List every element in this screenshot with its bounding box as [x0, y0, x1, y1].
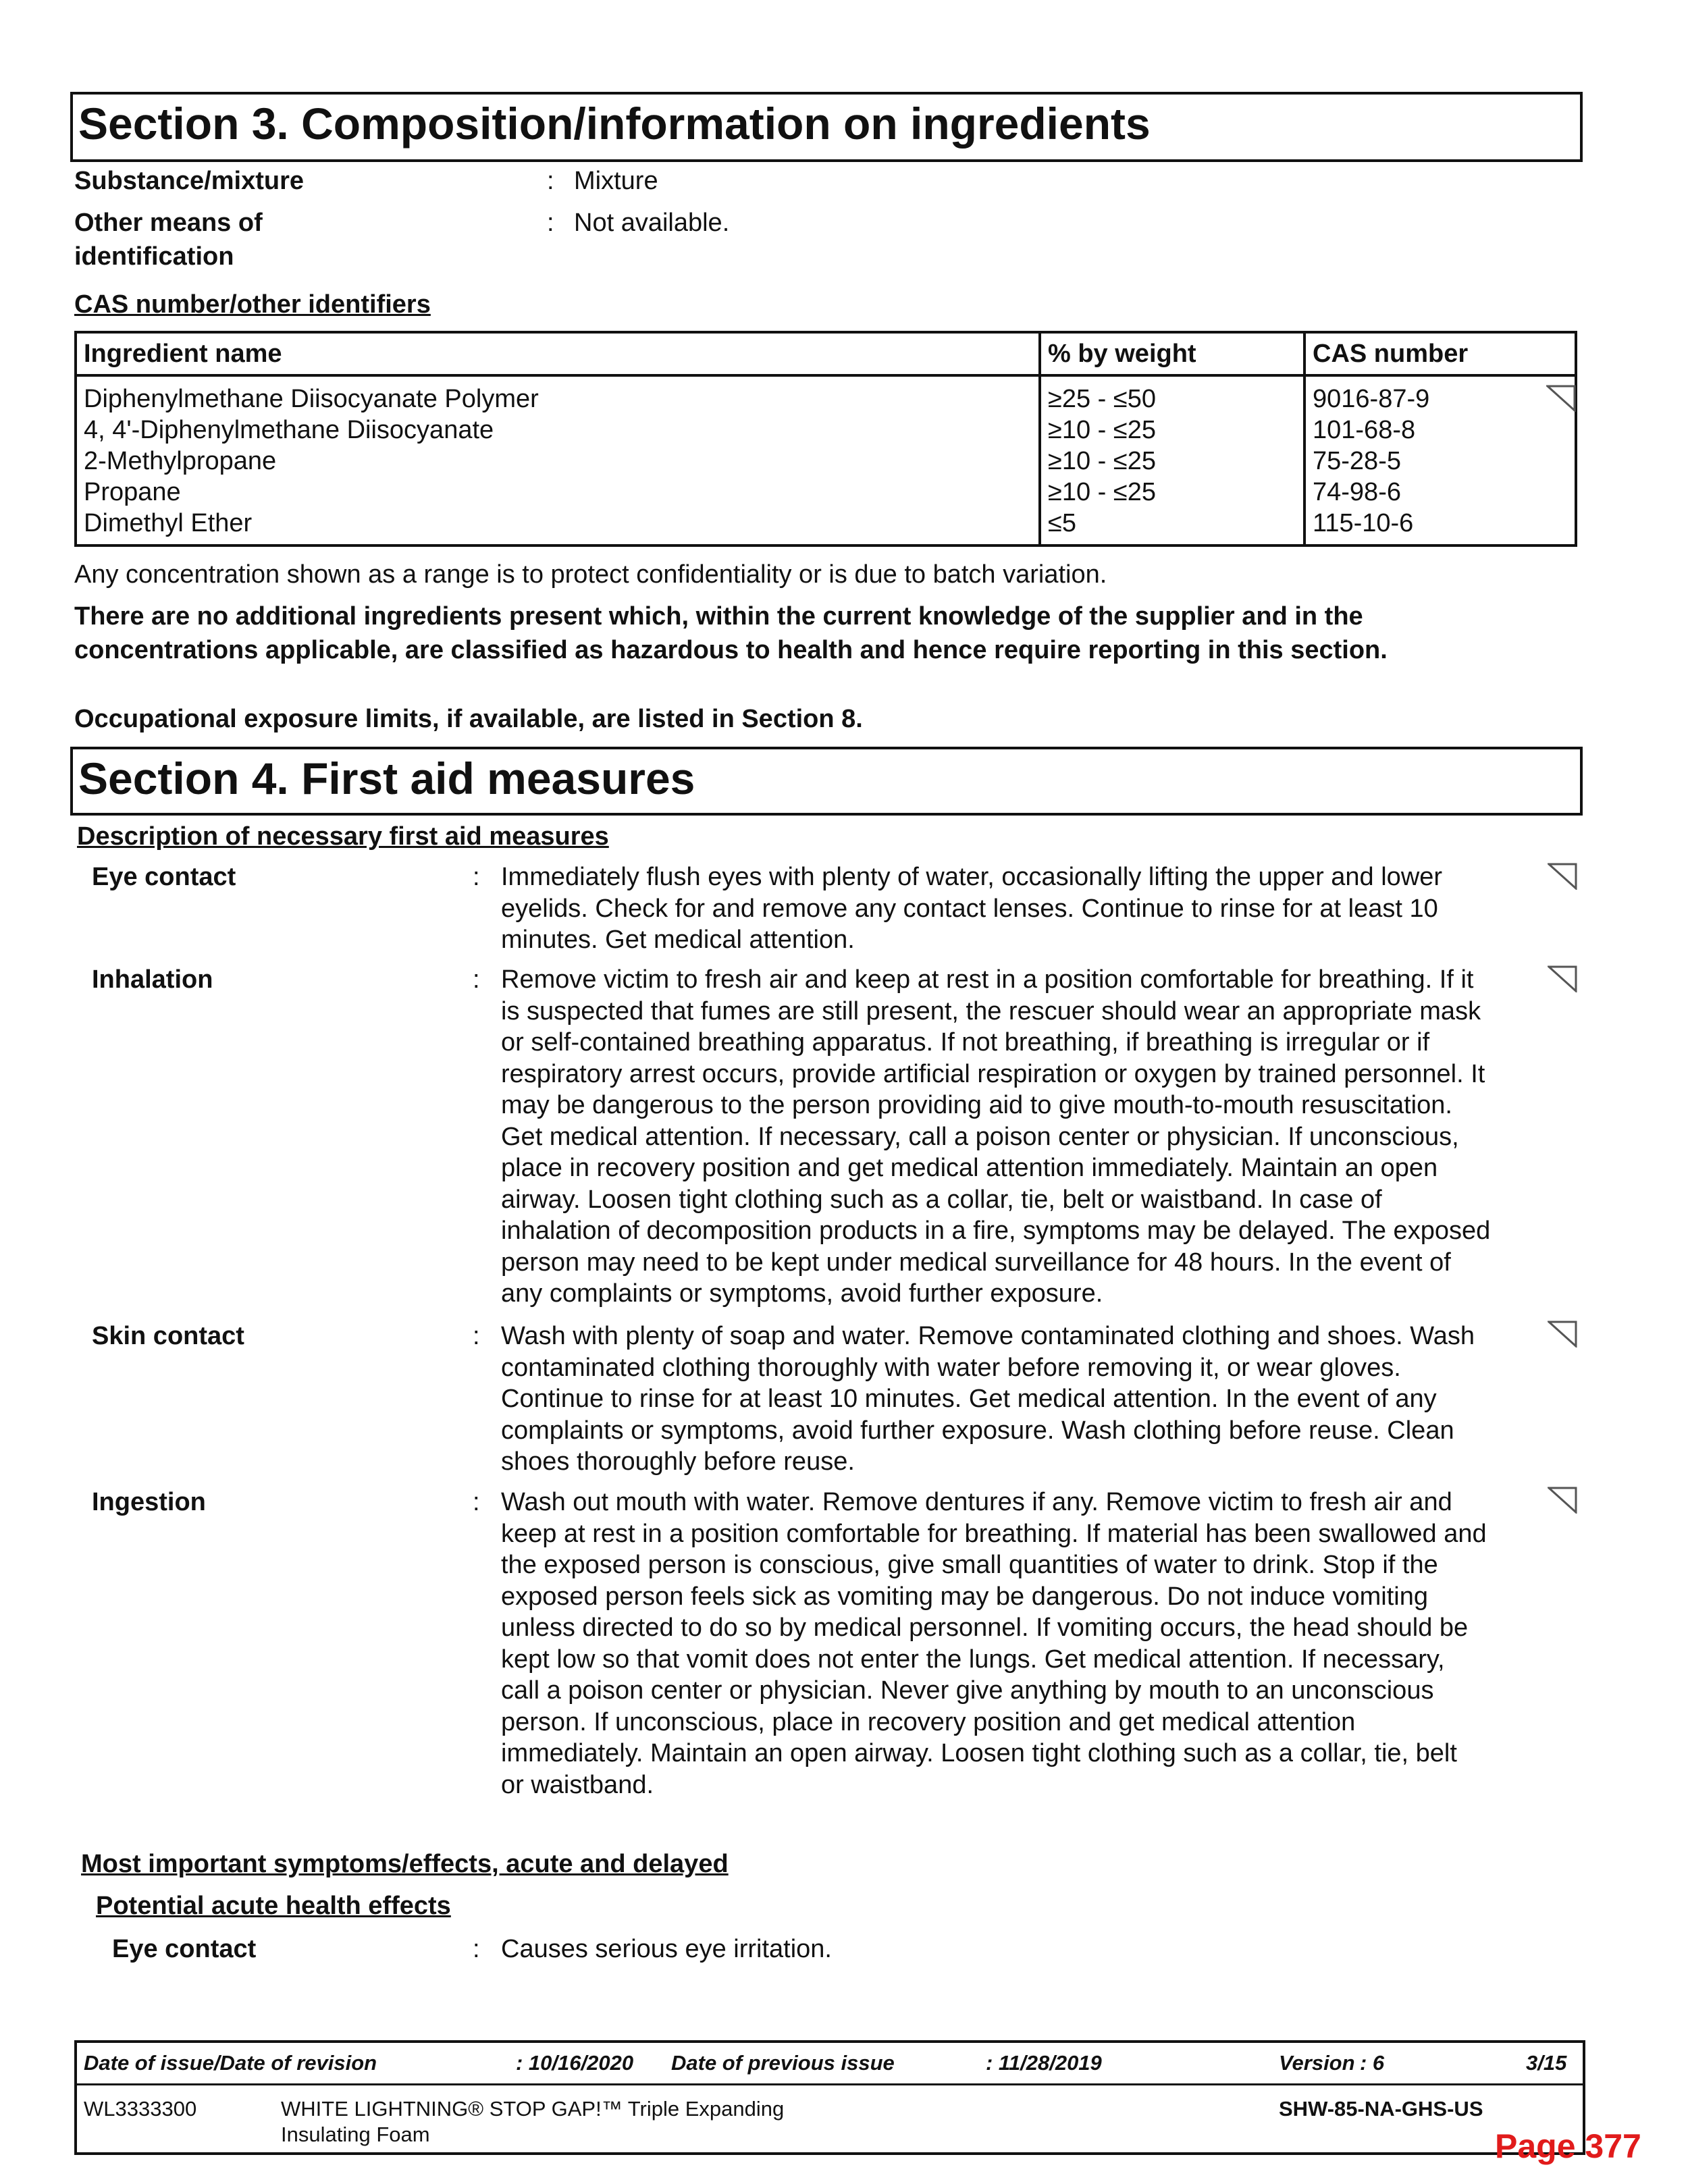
text-line: Continue to rinse for at least 10 minutes. Get medical attention. In the event of any [501, 1385, 1437, 1413]
version-label: Version [1279, 2051, 1355, 2075]
no-additional-line-2: concentrations applicable, are classified as hazardous to health and hence require reporting in this section. [74, 636, 1388, 664]
text-line: keep at rest in a position comfortable for breathing. If material has been swallowed and [501, 1519, 1487, 1548]
text-line: immediately. Maintain an open airway. Loosen tight clothing such as a collar, tie, belt [501, 1739, 1457, 1767]
document-footer [74, 2040, 1585, 2155]
issue-date-value: : 10/16/2020 [516, 2051, 634, 2075]
ingredient-cas: 9016-87-9 [1304, 375, 1576, 415]
text-line: or self-contained breathing apparatus. If not breathing, if breathing is irregular or if [501, 1028, 1430, 1057]
eye-contact-text [501, 861, 1642, 956]
ingredient-name: Propane [76, 477, 1040, 508]
revision-mark-icon [1548, 965, 1577, 992]
first-aid-description-heading: Description of necessary first aid measures [77, 822, 609, 851]
ingredient-weight: ≥10 - ≤25 [1040, 446, 1304, 477]
text-line: Wash out mouth with water. Remove dentures if any. Remove victim to fresh air and [501, 1488, 1452, 1516]
inhalation-colon: : [473, 965, 480, 994]
range-note: Any concentration shown as a range is to protect confidentiality or is due to batch variation. [74, 560, 1107, 589]
ingestion-text [501, 1487, 1642, 1801]
text-line: the exposed person is conscious, give small quantities of water to drink. Stop if the [501, 1551, 1438, 1579]
first-aid-ingestion [74, 1487, 1587, 1804]
text-line: inhalation of decomposition products in a fire, symptoms may be delayed. The exposed [501, 1217, 1491, 1245]
other-means-colon: : [547, 209, 554, 237]
table-row [76, 375, 1576, 415]
ingredient-name: Dimethyl Ether [76, 508, 1040, 545]
substance-colon: : [547, 167, 554, 195]
first-aid-skin-contact [74, 1321, 1587, 1483]
ingredient-weight: ≥10 - ≤25 [1040, 477, 1304, 508]
other-means-label-1: Other means of [74, 209, 263, 237]
symptoms-heading: Most important symptoms/effects, acute and delayed [81, 1850, 729, 1878]
text-line: person. If unconscious, place in recovery position and get medical attention [501, 1707, 1356, 1736]
previous-issue-value: : 11/28/2019 [986, 2051, 1102, 2075]
ingredient-name: 4, 4'-Diphenylmethane Diisocyanate [76, 415, 1040, 446]
table-row [76, 415, 1576, 446]
text-line: complaints or symptoms, avoid further exposure. Wash clothing before reuse. Clean [501, 1416, 1454, 1445]
inhalation-text [501, 964, 1642, 1310]
table-header-row [76, 332, 1576, 375]
text-line: exposed person feels sick as vomiting may be dangerous. Do not induce vomiting [501, 1582, 1428, 1611]
ingredients-table [74, 331, 1577, 547]
text-line: eyelids. Check for and remove any contact lenses. Continue to rinse for at least 10 [501, 894, 1438, 923]
text-line: contaminated clothing thoroughly with water before removing it, or wear gloves. [501, 1353, 1401, 1382]
revision-mark-icon [1548, 1487, 1577, 1514]
occupational-note: Occupational exposure limits, if available, are listed in Section 8. [74, 705, 863, 733]
header-ingredient-name: Ingredient name [76, 332, 1040, 375]
eye-contact-colon: : [473, 863, 480, 891]
eye-contact-label: Eye contact [92, 863, 236, 891]
first-aid-eye-contact [74, 861, 1587, 963]
ingredient-name: 2-Methylpropane [76, 446, 1040, 477]
table-row [76, 508, 1576, 545]
header-cas: CAS number [1304, 332, 1576, 375]
ingredient-cas: 101-68-8 [1304, 415, 1576, 446]
text-line: Remove victim to fresh air and keep at rest in a position comfortable for breathing. If it [501, 965, 1474, 994]
issue-date-label: Date of issue/Date of revision [84, 2051, 377, 2075]
text-line: may be dangerous to the person providing aid to give mouth-to-mouth resuscitation. [501, 1091, 1452, 1119]
table-row [76, 446, 1576, 477]
ingredient-weight: ≥10 - ≤25 [1040, 415, 1304, 446]
other-means-label-2: identification [74, 242, 234, 271]
revision-mark-icon [1548, 863, 1577, 890]
skin-contact-text [501, 1321, 1642, 1478]
sds-document-id: SHW-85-NA-GHS-US [1279, 2097, 1483, 2121]
acute-eye-contact-colon: : [473, 1935, 480, 1963]
acute-effects-heading: Potential acute health effects [96, 1892, 451, 1920]
substance-row [74, 165, 885, 198]
ingredient-cas: 74-98-6 [1304, 477, 1576, 508]
text-line: Wash with plenty of soap and water. Remove contaminated clothing and shoes. Wash [501, 1322, 1475, 1350]
text-line: kept low so that vomit does not enter the lungs. Get medical attention. If necessary, [501, 1645, 1445, 1674]
page-number-stamp: Page 377 [1495, 2127, 1641, 2165]
skin-contact-colon: : [473, 1322, 480, 1350]
substance-label: Substance/mixture [74, 167, 304, 195]
acute-eye-contact [74, 1934, 1587, 1967]
page-of-count: 3/15 [1526, 2051, 1567, 2075]
text-line: shoes thoroughly before reuse. [501, 1447, 855, 1476]
section-3-title: Section 3. Composition/information on ingredients [70, 92, 1583, 162]
product-name-line-2: Insulating Foam [281, 2123, 430, 2146]
text-line: respiratory arrest occurs, provide artificial respiration or oxygen by trained personnel. It [501, 1059, 1485, 1088]
text-line: or waistband. [501, 1770, 654, 1799]
text-line: person may need to be kept under medical surveillance for 48 hours. In the event of [501, 1248, 1451, 1277]
revision-mark-icon [1546, 385, 1576, 412]
substance-value: Mixture [574, 167, 658, 195]
text-line: minutes. Get medical attention. [501, 926, 855, 954]
text-line: call a poison center or physician. Never give anything by mouth to an unconscious [501, 1676, 1434, 1705]
section-4-title: Section 4. First aid measures [70, 747, 1583, 816]
version-value: : 6 [1360, 2051, 1385, 2075]
footer-divider [77, 2083, 1583, 2085]
first-aid-inhalation [74, 964, 1587, 1315]
no-additional-line-1: There are no additional ingredients present which, within the current knowledge of the supplier and in the [74, 602, 1363, 631]
ingredient-weight: ≥25 - ≤50 [1040, 375, 1304, 415]
ingredient-weight: ≤5 [1040, 508, 1304, 545]
text-line: any complaints or symptoms, avoid further exposure. [501, 1279, 1103, 1308]
text-line: place in recovery position and get medical attention immediately. Maintain an open [501, 1154, 1438, 1182]
table-row [76, 477, 1576, 508]
ingredient-name: Diphenylmethane Diisocyanate Polymer [76, 375, 1040, 415]
other-means-row [74, 207, 885, 274]
previous-issue-label: Date of previous issue [671, 2051, 895, 2075]
cas-identifiers-heading: CAS number/other identifiers [74, 290, 431, 319]
ingestion-label: Ingestion [92, 1488, 206, 1516]
product-code: WL3333300 [84, 2097, 197, 2121]
acute-eye-contact-value: Causes serious eye irritation. [501, 1935, 832, 1963]
inhalation-label: Inhalation [92, 965, 213, 994]
text-line: Get medical attention. If necessary, call a poison center or physician. If unconscious, [501, 1122, 1459, 1151]
acute-eye-contact-label: Eye contact [112, 1935, 257, 1963]
text-line: Immediately flush eyes with plenty of water, occasionally lifting the upper and lower [501, 863, 1443, 891]
other-means-value: Not available. [574, 209, 730, 237]
text-line: unless directed to do so by medical personnel. If vomiting occurs, the head should be [501, 1614, 1469, 1642]
product-name-line-1: WHITE LIGHTNING® STOP GAP!™ Triple Expanding [281, 2097, 785, 2121]
header-weight: % by weight [1040, 332, 1304, 375]
revision-mark-icon [1548, 1321, 1577, 1348]
ingredient-cas: 75-28-5 [1304, 446, 1576, 477]
text-line: is suspected that fumes are still present, the rescuer should wear an appropriate mask [501, 996, 1481, 1026]
ingestion-colon: : [473, 1488, 480, 1516]
text-line: airway. Loosen tight clothing such as a collar, tie, belt or waistband. In case of [501, 1185, 1382, 1214]
ingredient-cas: 115-10-6 [1304, 508, 1576, 545]
skin-contact-label: Skin contact [92, 1322, 244, 1350]
